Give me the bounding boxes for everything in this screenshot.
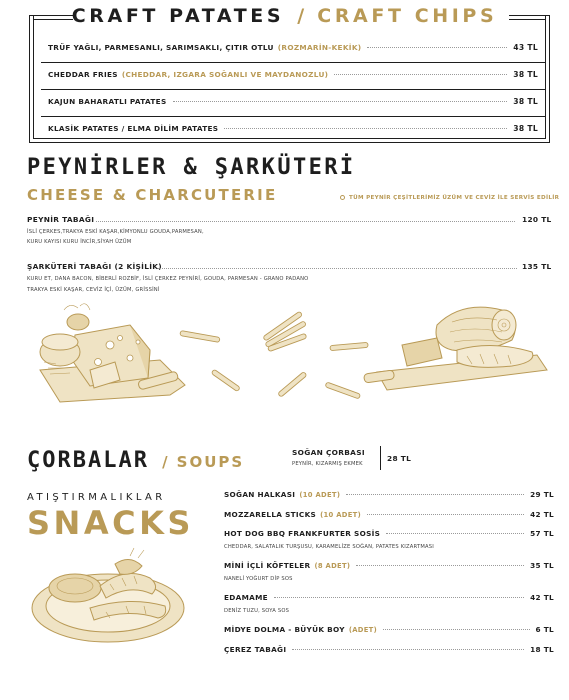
- dotted-leader: [346, 494, 524, 495]
- cheese-plate-name: PEYNİR TABAĞI: [27, 215, 95, 224]
- item-note: (CHEDDAR, IZGARA SOĞANLI VE MAYDANOZLU): [121, 70, 329, 79]
- charcuterie-board-illustration: [362, 300, 552, 400]
- snack-item-onion-rings: [224, 490, 554, 502]
- item-price: 6 TL: [535, 625, 554, 634]
- item-name: CHEDDAR FRIES: [48, 70, 118, 79]
- item-note: (10 ADET): [320, 511, 362, 519]
- item-name: MİNİ İÇLİ KÖFTELER: [224, 561, 311, 570]
- item-price: 35 TL: [530, 561, 554, 570]
- snack-item-hotdog: [224, 529, 554, 541]
- cheese-plate-price: 120 TL: [522, 215, 552, 224]
- item-name: SOĞAN HALKASI: [224, 490, 296, 499]
- item-price: 42 TL: [530, 510, 554, 519]
- snack-item-kofte: [224, 561, 554, 573]
- dotted-leader: [96, 221, 515, 222]
- item-price: 29 TL: [530, 490, 554, 499]
- craft-item-truffle: [48, 43, 538, 57]
- item-note: (ROZMARİN-KEKİK): [277, 43, 362, 52]
- item-note: (ADET): [348, 626, 378, 634]
- soups-title: [27, 448, 244, 473]
- cheese-title-tr: PEYNİRLER & ŞARKÜTERİ: [27, 155, 356, 180]
- charcuterie-plate-desc-1: KURU ET, DANA BACON, BİBERLİ ROZBİF, İSLİ ÇERKEZ PEYNİRİ, GOUDA, PARMESAN - GRANO PADANO: [27, 276, 309, 282]
- cheese-board-illustration: [20, 300, 190, 410]
- craft-item-cheddar: [48, 70, 538, 84]
- soups-title-separator: /: [162, 453, 168, 471]
- item-name: ÇEREZ TABAĞI: [224, 645, 287, 654]
- item-name: HOT DOG BBQ FRANKFURTER SOSİS: [224, 529, 381, 538]
- snacks-title-en: SNACKS: [27, 504, 194, 542]
- item-price: 18 TL: [530, 645, 554, 654]
- snack-item-edamame: [224, 593, 554, 605]
- dotted-leader: [386, 533, 524, 534]
- craft-item-cajun: [48, 97, 538, 111]
- dotted-leader: [274, 597, 524, 598]
- charcuterie-plate-price: 135 TL: [522, 262, 552, 271]
- craft-title-separator: /: [297, 5, 305, 27]
- item-price: 42 TL: [530, 593, 554, 602]
- dotted-leader: [173, 101, 508, 102]
- item-note: (8 ADET): [314, 562, 351, 570]
- divider: [380, 446, 381, 470]
- dotted-leader: [367, 514, 524, 515]
- item-price: 38 TL: [513, 124, 538, 133]
- divider: [41, 62, 545, 63]
- dotted-leader: [367, 47, 507, 48]
- item-name: KAJUN BAHARATLI PATATES: [48, 97, 167, 106]
- divider: [41, 116, 545, 117]
- dotted-leader: [224, 128, 507, 129]
- kofte-desc: NANELİ YOĞURT DİP SOS: [224, 576, 293, 582]
- craft-title-tr: CRAFT PATATES: [71, 5, 285, 27]
- dotted-leader: [158, 268, 517, 269]
- item-price: 43 TL: [513, 43, 538, 52]
- soups-title-en: SOUPS: [176, 453, 245, 471]
- item-price: 38 TL: [513, 97, 538, 106]
- item-name: MOZZARELLA STICKS: [224, 510, 317, 519]
- cheese-title-en: CHEESE & CHARCUTERIE: [27, 186, 278, 204]
- sausage-plate-illustration: [30, 546, 190, 646]
- edamame-desc: DENİZ TUZU, SOYA SOS: [224, 608, 290, 614]
- dotted-leader: [356, 565, 524, 566]
- item-price: 57 TL: [530, 529, 554, 538]
- item-price: 38 TL: [513, 70, 538, 79]
- craft-title-en: CRAFT CHIPS: [317, 5, 498, 27]
- dotted-leader: [383, 629, 530, 630]
- item-name: EDAMAME: [224, 593, 268, 602]
- charcuterie-plate-desc-2: TRAKYA ESKİ KAŞAR, CEVİZ İÇİ, ÜZÜM, GRİSSİNİ: [27, 287, 160, 293]
- onion-soup-desc: PEYNİR, KIZARMIŞ EKMEK: [292, 461, 363, 467]
- item-note: (10 ADET): [299, 491, 341, 499]
- craft-item-classic: [48, 124, 538, 138]
- cheese-info-note: [340, 195, 559, 201]
- onion-soup-name: SOĞAN ÇORBASI: [292, 448, 365, 457]
- snack-item-mozzarella: [224, 510, 554, 522]
- dotted-leader: [292, 649, 524, 650]
- cheese-plate-desc-1: İSLİ ÇERKES,TRAKYA ESKİ KAŞAR,KİMYONLU GOUDA,PARMESAN,: [27, 229, 204, 235]
- item-name: TRÜF YAĞLI, PARMESANLI, SARIMSAKLI, ÇITIR OTLU: [48, 43, 274, 52]
- craft-title: [0, 5, 569, 27]
- onion-soup-price: 28 TL: [387, 454, 412, 463]
- soups-title-tr: ÇORBALAR: [27, 448, 149, 473]
- snack-item-midye: [224, 625, 554, 637]
- snack-item-cerez: [224, 645, 554, 657]
- bullet-icon: [340, 195, 345, 200]
- hotdog-desc: CHEDDAR, SALATALIK TURŞUSU, KARAMELİZE SOĞAN, PATATES KIZARTMASI: [224, 544, 434, 550]
- cheese-info-text: TÜM PEYNİR ÇEŞİTLERİMİZ ÜZÜM VE CEVİZ İLE SERVİS EDİLİR: [349, 195, 560, 201]
- cheese-plate-desc-2: KURU KAYISI KURU İNCİR,SİYAH ÜZÜM: [27, 239, 132, 245]
- dotted-leader: [334, 74, 507, 75]
- divider: [41, 89, 545, 90]
- item-name: MİDYE DOLMA - BÜYÜK BOY: [224, 625, 345, 634]
- snacks-title-tr: ATIŞTIRMALIKLAR: [27, 492, 166, 503]
- breadsticks-illustration: [175, 320, 375, 410]
- item-name: KLASİK PATATES / ELMA DİLİM PATATES: [48, 124, 219, 133]
- charcuterie-plate-name: ŞARKÜTERİ TABAĞI (2 KİŞİLİK): [27, 262, 162, 271]
